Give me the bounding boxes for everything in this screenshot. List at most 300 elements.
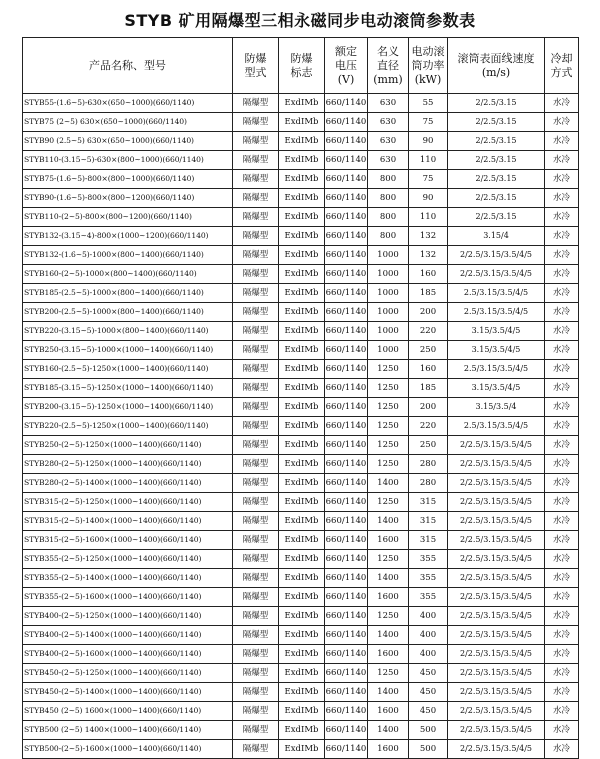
cell-product-name: STYB185-(3.15~5)-1250×(1000~1400)(660/1140) — [23, 379, 233, 398]
table-row — [23, 265, 579, 284]
table-row — [23, 588, 579, 607]
cell-product-name: STYB450-(2~5)-1250×(1000~1400)(660/1140) — [23, 664, 233, 683]
cell-ex-type: 隔爆型 — [233, 246, 279, 265]
cell-ex-type: 隔爆型 — [233, 379, 279, 398]
header-diameter — [368, 38, 409, 94]
cell-cooling: 水冷 — [545, 265, 579, 284]
table-row — [23, 246, 579, 265]
cell-product-name: STYB355-(2~5)-1600×(1000~1400)(660/1140) — [23, 588, 233, 607]
cell-voltage: 660/1140 — [325, 151, 368, 170]
cell-speed: 2.5/3.15/3.5/4/5 — [448, 360, 545, 379]
cell-ex-mark: ExdⅠMb — [279, 683, 325, 702]
cell-diameter: 800 — [368, 227, 409, 246]
cell-cooling: 水冷 — [545, 512, 579, 531]
table-row — [23, 284, 579, 303]
cell-product-name: STYB132-(3.15~4)-800×(1000~1200)(660/1140) — [23, 227, 233, 246]
cell-power: 355 — [409, 569, 448, 588]
cell-voltage: 660/1140 — [325, 322, 368, 341]
cell-ex-mark: ExdⅠMb — [279, 436, 325, 455]
cell-product-name: STYB400-(2~5)-1600×(1000~1400)(660/1140) — [23, 645, 233, 664]
table-row — [23, 550, 579, 569]
cell-voltage: 660/1140 — [325, 398, 368, 417]
cell-diameter: 1600 — [368, 702, 409, 721]
cell-power: 400 — [409, 626, 448, 645]
cell-power: 90 — [409, 189, 448, 208]
cell-ex-type: 隔爆型 — [233, 455, 279, 474]
cell-cooling: 水冷 — [545, 588, 579, 607]
cell-ex-type: 隔爆型 — [233, 721, 279, 740]
cell-power: 160 — [409, 360, 448, 379]
cell-speed: 2.5/3.15/3.5/4/5 — [448, 303, 545, 322]
cell-cooling: 水冷 — [545, 645, 579, 664]
cell-product-name: STYB400-(2~5)-1250×(1000~1400)(660/1140) — [23, 607, 233, 626]
table-row — [23, 360, 579, 379]
cell-voltage: 660/1140 — [325, 569, 368, 588]
cell-voltage: 660/1140 — [325, 626, 368, 645]
table-row — [23, 94, 579, 113]
cell-ex-mark: ExdⅠMb — [279, 455, 325, 474]
cell-speed: 2/2.5/3.15/3.5/4/5 — [448, 246, 545, 265]
cell-diameter: 1250 — [368, 360, 409, 379]
cell-voltage: 660/1140 — [325, 113, 368, 132]
cell-product-name: STYB200-(3.15~5)-1250×(1000~1400)(660/1140) — [23, 398, 233, 417]
cell-power: 220 — [409, 322, 448, 341]
cell-ex-type: 隔爆型 — [233, 360, 279, 379]
cell-voltage: 660/1140 — [325, 189, 368, 208]
cell-speed: 3.15/3.5/4/5 — [448, 322, 545, 341]
cell-diameter: 1400 — [368, 474, 409, 493]
cell-ex-mark: ExdⅠMb — [279, 588, 325, 607]
cell-ex-type: 隔爆型 — [233, 113, 279, 132]
cell-ex-mark: ExdⅠMb — [279, 322, 325, 341]
cell-power: 90 — [409, 132, 448, 151]
cell-speed: 2/2.5/3.15/3.5/4/5 — [448, 607, 545, 626]
cell-speed: 2/2.5/3.15/3.5/4/5 — [448, 474, 545, 493]
cell-voltage: 660/1140 — [325, 246, 368, 265]
cell-cooling: 水冷 — [545, 208, 579, 227]
cell-speed: 2/2.5/3.15/3.5/4/5 — [448, 265, 545, 284]
cell-speed: 2/2.5/3.15/3.5/4/5 — [448, 721, 545, 740]
cell-speed: 3.15/3.5/4/5 — [448, 379, 545, 398]
cell-speed: 2/2.5/3.15/3.5/4/5 — [448, 588, 545, 607]
cell-voltage: 660/1140 — [325, 455, 368, 474]
cell-ex-mark: ExdⅠMb — [279, 740, 325, 759]
table-row — [23, 132, 579, 151]
cell-voltage: 660/1140 — [325, 740, 368, 759]
cell-voltage: 660/1140 — [325, 303, 368, 322]
cell-voltage: 660/1140 — [325, 512, 368, 531]
table-row — [23, 303, 579, 322]
cell-power: 160 — [409, 265, 448, 284]
cell-cooling: 水冷 — [545, 607, 579, 626]
cell-ex-mark: ExdⅠMb — [279, 493, 325, 512]
cell-product-name: STYB315-(2~5)-1400×(1000~1400)(660/1140) — [23, 512, 233, 531]
header-ex-mark — [279, 38, 325, 94]
header-diameter-line: (mm) — [373, 72, 403, 86]
cell-product-name: STYB55-(1.6~5)-630×(650~1000)(660/1140) — [23, 94, 233, 113]
cell-diameter: 800 — [368, 170, 409, 189]
cell-diameter: 1250 — [368, 417, 409, 436]
cell-power: 355 — [409, 588, 448, 607]
cell-diameter: 1600 — [368, 740, 409, 759]
cell-speed: 2/2.5/3.15 — [448, 189, 545, 208]
cell-diameter: 1400 — [368, 569, 409, 588]
cell-speed: 2/2.5/3.15/3.5/4/5 — [448, 645, 545, 664]
cell-power: 200 — [409, 303, 448, 322]
table-row — [23, 379, 579, 398]
cell-cooling: 水冷 — [545, 531, 579, 550]
cell-product-name: STYB75-(1.6~5)-800×(800~1000)(660/1140) — [23, 170, 233, 189]
cell-cooling: 水冷 — [545, 303, 579, 322]
cell-product-name: STYB500-(2~5)-1600×(1000~1400)(660/1140) — [23, 740, 233, 759]
cell-power: 450 — [409, 664, 448, 683]
cell-speed: 2/2.5/3.15/3.5/4/5 — [448, 569, 545, 588]
cell-diameter: 630 — [368, 132, 409, 151]
header-power — [409, 38, 448, 94]
header-ex-type — [233, 38, 279, 94]
cell-diameter: 1400 — [368, 512, 409, 531]
cell-speed: 2/2.5/3.15/3.5/4/5 — [448, 683, 545, 702]
cell-voltage: 660/1140 — [325, 493, 368, 512]
cell-power: 185 — [409, 379, 448, 398]
table-row — [23, 455, 579, 474]
cell-power: 132 — [409, 227, 448, 246]
cell-power: 400 — [409, 607, 448, 626]
cell-voltage: 660/1140 — [325, 360, 368, 379]
cell-product-name: STYB132-(1.6~5)-1000×(800~1400)(660/1140) — [23, 246, 233, 265]
table-row — [23, 531, 579, 550]
cell-power: 500 — [409, 721, 448, 740]
cell-speed: 3.15/4 — [448, 227, 545, 246]
cell-product-name: STYB90-(1.6~5)-800×(800~1200)(660/1140) — [23, 189, 233, 208]
header-voltage-line: 电压 — [335, 58, 357, 72]
cell-diameter: 1000 — [368, 303, 409, 322]
cell-voltage: 660/1140 — [325, 645, 368, 664]
cell-ex-type: 隔爆型 — [233, 227, 279, 246]
cell-cooling: 水冷 — [545, 683, 579, 702]
cell-diameter: 1250 — [368, 455, 409, 474]
cell-product-name: STYB400-(2~5)-1400×(1000~1400)(660/1140) — [23, 626, 233, 645]
table-row — [23, 740, 579, 759]
cell-ex-mark: ExdⅠMb — [279, 607, 325, 626]
cell-product-name: STYB110-(3.15~5)-630×(800~1000)(660/1140) — [23, 151, 233, 170]
cell-ex-type: 隔爆型 — [233, 493, 279, 512]
cell-power: 450 — [409, 683, 448, 702]
cell-product-name: STYB110-(2~5)-800×(800~1200)(660/1140) — [23, 208, 233, 227]
table-row — [23, 436, 579, 455]
cell-ex-mark: ExdⅠMb — [279, 132, 325, 151]
cell-cooling: 水冷 — [545, 626, 579, 645]
cell-ex-mark: ExdⅠMb — [279, 246, 325, 265]
header-speed — [448, 38, 545, 94]
cell-voltage: 660/1140 — [325, 227, 368, 246]
cell-ex-mark: ExdⅠMb — [279, 227, 325, 246]
cell-product-name: STYB220-(2.5~5)-1250×(1000~1400)(660/1140) — [23, 417, 233, 436]
cell-speed: 2/2.5/3.15/3.5/4/5 — [448, 740, 545, 759]
cell-ex-type: 隔爆型 — [233, 531, 279, 550]
cell-speed: 2/2.5/3.15 — [448, 113, 545, 132]
cell-voltage: 660/1140 — [325, 436, 368, 455]
cell-diameter: 1000 — [368, 341, 409, 360]
cell-diameter: 1000 — [368, 284, 409, 303]
page-title: STYB 矿用隔爆型三相永磁同步电动滚筒参数表 — [124, 11, 476, 30]
cell-cooling: 水冷 — [545, 436, 579, 455]
cell-voltage: 660/1140 — [325, 94, 368, 113]
cell-ex-mark: ExdⅠMb — [279, 113, 325, 132]
cell-voltage: 660/1140 — [325, 702, 368, 721]
cell-product-name: STYB160-(2~5)-1000×(800~1400)(660/1140) — [23, 265, 233, 284]
header-ex-type-line: 防爆 — [244, 51, 267, 65]
cell-speed: 3.15/3.5/4 — [448, 398, 545, 417]
table-row — [23, 626, 579, 645]
cell-cooling: 水冷 — [545, 740, 579, 759]
cell-power: 355 — [409, 550, 448, 569]
table-row — [23, 607, 579, 626]
cell-speed: 2/2.5/3.15/3.5/4/5 — [448, 436, 545, 455]
cell-ex-mark: ExdⅠMb — [279, 721, 325, 740]
cell-ex-type: 隔爆型 — [233, 189, 279, 208]
cell-diameter: 1400 — [368, 683, 409, 702]
cell-cooling: 水冷 — [545, 455, 579, 474]
header-ex-mark-line: 防爆 — [290, 51, 313, 65]
cell-diameter: 1250 — [368, 607, 409, 626]
cell-diameter: 1600 — [368, 531, 409, 550]
cell-speed: 2/2.5/3.15 — [448, 132, 545, 151]
cell-power: 110 — [409, 208, 448, 227]
cell-ex-type: 隔爆型 — [233, 645, 279, 664]
cell-ex-type: 隔爆型 — [233, 170, 279, 189]
cell-speed: 2/2.5/3.15/3.5/4/5 — [448, 702, 545, 721]
cell-voltage: 660/1140 — [325, 170, 368, 189]
cell-power: 250 — [409, 436, 448, 455]
table-row — [23, 227, 579, 246]
cell-ex-mark: ExdⅠMb — [279, 474, 325, 493]
cell-cooling: 水冷 — [545, 702, 579, 721]
cell-voltage: 660/1140 — [325, 683, 368, 702]
cell-cooling: 水冷 — [545, 493, 579, 512]
cell-speed: 2/2.5/3.15/3.5/4/5 — [448, 512, 545, 531]
cell-diameter: 1000 — [368, 246, 409, 265]
cell-power: 500 — [409, 740, 448, 759]
header-power-line: (kW) — [414, 72, 442, 86]
cell-speed: 2/2.5/3.15/3.5/4/5 — [448, 455, 545, 474]
cell-ex-mark: ExdⅠMb — [279, 284, 325, 303]
cell-cooling: 水冷 — [545, 398, 579, 417]
table-row — [23, 113, 579, 132]
cell-power: 450 — [409, 702, 448, 721]
cell-power: 220 — [409, 417, 448, 436]
cell-power: 315 — [409, 512, 448, 531]
cell-cooling: 水冷 — [545, 113, 579, 132]
table-row — [23, 474, 579, 493]
cell-ex-type: 隔爆型 — [233, 626, 279, 645]
table-row — [23, 664, 579, 683]
cell-product-name: STYB315-(2~5)-1600×(1000~1400)(660/1140) — [23, 531, 233, 550]
cell-diameter: 1000 — [368, 322, 409, 341]
cell-voltage: 660/1140 — [325, 588, 368, 607]
table-body — [23, 94, 579, 759]
cell-product-name: STYB250-(2~5)-1250×(1000~1400)(660/1140) — [23, 436, 233, 455]
cell-voltage: 660/1140 — [325, 341, 368, 360]
cell-power: 185 — [409, 284, 448, 303]
cell-ex-mark: ExdⅠMb — [279, 512, 325, 531]
cell-product-name: STYB280-(2~5)-1400×(1000~1400)(660/1140) — [23, 474, 233, 493]
table-row — [23, 398, 579, 417]
table-row — [23, 322, 579, 341]
cell-ex-mark: ExdⅠMb — [279, 170, 325, 189]
cell-product-name: STYB160-(2.5~5)-1250×(1000~1400)(660/1140) — [23, 360, 233, 379]
header-ex-mark-line: 标志 — [290, 65, 313, 79]
cell-speed: 2/2.5/3.15 — [448, 208, 545, 227]
cell-diameter: 1400 — [368, 721, 409, 740]
cell-ex-type: 隔爆型 — [233, 436, 279, 455]
cell-diameter: 630 — [368, 94, 409, 113]
cell-cooling: 水冷 — [545, 322, 579, 341]
cell-cooling: 水冷 — [545, 94, 579, 113]
cell-ex-mark: ExdⅠMb — [279, 569, 325, 588]
cell-voltage: 660/1140 — [325, 265, 368, 284]
cell-ex-mark: ExdⅠMb — [279, 151, 325, 170]
cell-speed: 2.5/3.15/3.5/4/5 — [448, 417, 545, 436]
cell-product-name: STYB450 (2~5) 1600×(1000~1400)(660/1140) — [23, 702, 233, 721]
table-row — [23, 189, 579, 208]
cell-diameter: 1250 — [368, 493, 409, 512]
cell-power: 400 — [409, 645, 448, 664]
table-row — [23, 493, 579, 512]
header-cooling-line: 方式 — [550, 65, 573, 79]
cell-speed: 2/2.5/3.15 — [448, 151, 545, 170]
cell-diameter: 1600 — [368, 588, 409, 607]
cell-voltage: 660/1140 — [325, 379, 368, 398]
cell-ex-type: 隔爆型 — [233, 94, 279, 113]
cell-voltage: 660/1140 — [325, 284, 368, 303]
cell-product-name: STYB500 (2~5) 1400×(1000~1400)(660/1140) — [23, 721, 233, 740]
cell-ex-mark: ExdⅠMb — [279, 360, 325, 379]
cell-speed: 2/2.5/3.15/3.5/4/5 — [448, 531, 545, 550]
cell-ex-type: 隔爆型 — [233, 569, 279, 588]
cell-ex-mark: ExdⅠMb — [279, 645, 325, 664]
cell-power: 315 — [409, 493, 448, 512]
cell-diameter: 800 — [368, 189, 409, 208]
cell-cooling: 水冷 — [545, 550, 579, 569]
cell-ex-type: 隔爆型 — [233, 417, 279, 436]
table-row — [23, 208, 579, 227]
cell-ex-type: 隔爆型 — [233, 265, 279, 284]
header-voltage-line: (V) — [337, 72, 355, 86]
cell-diameter: 630 — [368, 113, 409, 132]
cell-cooling: 水冷 — [545, 170, 579, 189]
cell-ex-mark: ExdⅠMb — [279, 94, 325, 113]
cell-product-name: STYB280-(2~5)-1250×(1000~1400)(660/1140) — [23, 455, 233, 474]
cell-diameter: 1250 — [368, 664, 409, 683]
header-voltage-line: 额定 — [335, 44, 357, 58]
cell-product-name: STYB355-(2~5)-1250×(1000~1400)(660/1140) — [23, 550, 233, 569]
cell-cooling: 水冷 — [545, 664, 579, 683]
cell-product-name: STYB200-(2.5~5)-1000×(800~1400)(660/1140) — [23, 303, 233, 322]
cell-diameter: 800 — [368, 208, 409, 227]
table-row — [23, 702, 579, 721]
cell-ex-type: 隔爆型 — [233, 740, 279, 759]
cell-power: 75 — [409, 113, 448, 132]
header-cooling — [545, 38, 579, 94]
cell-ex-type: 隔爆型 — [233, 341, 279, 360]
cell-product-name: STYB315-(2~5)-1250×(1000~1400)(660/1140) — [23, 493, 233, 512]
header-diameter-line: 名义 — [377, 44, 399, 58]
cell-cooling: 水冷 — [545, 132, 579, 151]
cell-speed: 2/2.5/3.15/3.5/4/5 — [448, 626, 545, 645]
cell-ex-mark: ExdⅠMb — [279, 379, 325, 398]
cell-cooling: 水冷 — [545, 474, 579, 493]
cell-cooling: 水冷 — [545, 284, 579, 303]
cell-power: 280 — [409, 474, 448, 493]
cell-diameter: 1000 — [368, 265, 409, 284]
cell-ex-type: 隔爆型 — [233, 284, 279, 303]
cell-power: 315 — [409, 531, 448, 550]
cell-speed: 2/2.5/3.15/3.5/4/5 — [448, 493, 545, 512]
cell-speed: 2/2.5/3.15 — [448, 94, 545, 113]
cell-ex-mark: ExdⅠMb — [279, 265, 325, 284]
cell-cooling: 水冷 — [545, 341, 579, 360]
cell-cooling: 水冷 — [545, 417, 579, 436]
cell-power: 110 — [409, 151, 448, 170]
cell-ex-type: 隔爆型 — [233, 322, 279, 341]
table-row — [23, 721, 579, 740]
table-row — [23, 341, 579, 360]
table-row — [23, 151, 579, 170]
cell-product-name: STYB185-(2.5~5)-1000×(800~1400)(660/1140) — [23, 284, 233, 303]
cell-ex-mark: ExdⅠMb — [279, 189, 325, 208]
cell-speed: 3.15/3.5/4/5 — [448, 341, 545, 360]
cell-cooling: 水冷 — [545, 360, 579, 379]
cell-power: 250 — [409, 341, 448, 360]
cell-ex-mark: ExdⅠMb — [279, 398, 325, 417]
cell-cooling: 水冷 — [545, 189, 579, 208]
cell-product-name: STYB220-(3.15~5)-1000×(800~1400)(660/1140) — [23, 322, 233, 341]
cell-voltage: 660/1140 — [325, 721, 368, 740]
cell-ex-type: 隔爆型 — [233, 151, 279, 170]
cell-diameter: 1250 — [368, 436, 409, 455]
header-power-line: 筒功率 — [411, 58, 445, 72]
cell-ex-type: 隔爆型 — [233, 664, 279, 683]
cell-ex-mark: ExdⅠMb — [279, 550, 325, 569]
cell-cooling: 水冷 — [545, 227, 579, 246]
cell-ex-type: 隔爆型 — [233, 398, 279, 417]
cell-ex-mark: ExdⅠMb — [279, 341, 325, 360]
cell-ex-type: 隔爆型 — [233, 607, 279, 626]
header-cooling-line: 冷却 — [550, 51, 573, 65]
cell-diameter: 630 — [368, 151, 409, 170]
cell-product-name: STYB450-(2~5)-1400×(1000~1400)(660/1140) — [23, 683, 233, 702]
header-speed-line: (m/s) — [481, 65, 511, 79]
table-row — [23, 569, 579, 588]
cell-ex-mark: ExdⅠMb — [279, 417, 325, 436]
cell-power: 132 — [409, 246, 448, 265]
cell-diameter: 1600 — [368, 645, 409, 664]
header-power-line: 电动滚 — [411, 44, 445, 58]
cell-product-name: STYB250-(3.15~5)-1000×(1000~1400)(660/1140) — [23, 341, 233, 360]
cell-ex-mark: ExdⅠMb — [279, 626, 325, 645]
cell-ex-type: 隔爆型 — [233, 512, 279, 531]
table-row — [23, 645, 579, 664]
cell-diameter: 1400 — [368, 626, 409, 645]
header-voltage — [325, 38, 368, 94]
cell-ex-mark: ExdⅠMb — [279, 303, 325, 322]
cell-voltage: 660/1140 — [325, 474, 368, 493]
cell-product-name: STYB355-(2~5)-1400×(1000~1400)(660/1140) — [23, 569, 233, 588]
cell-power: 55 — [409, 94, 448, 113]
cell-speed: 2.5/3.15/3.5/4/5 — [448, 284, 545, 303]
header-product-name: 产品名称、型号 — [23, 38, 233, 94]
